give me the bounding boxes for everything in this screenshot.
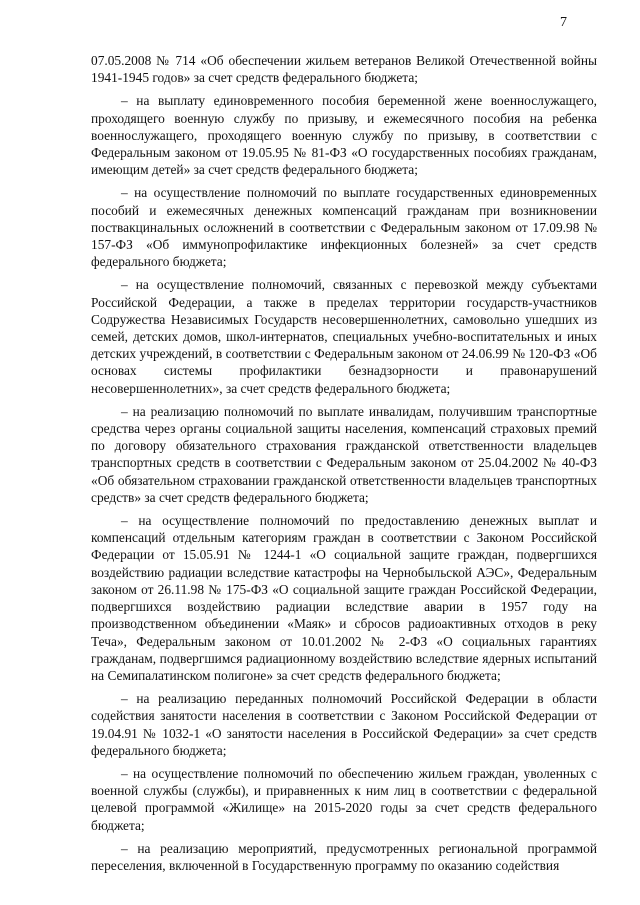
paragraph: – на выплату единовременного пособия беременной жене военнослужащего, проходящего военную службу по призыву, и ежемесячного пособия на ребенка военнослужащего, проходящего военную службу по призыву, в соответствии с Федеральным законом от 19.05.95 № 81-ФЗ «О государственных пособиях гражданам, имеющим детей» за счет средств федерального бюджета; bbox=[91, 93, 597, 178]
paragraph: – на осуществление полномочий по обеспечению жильем граждан, уволенных с военной службы (службы), и приравненных к ним лиц в соответствии с федеральной целевой программой «Жилище» на 2015-2020 годы за счет средств федерального бюджета; bbox=[91, 765, 597, 833]
paragraph: – на осуществление полномочий по выплате государственных единовременных пособий и ежемесячных денежных компенсаций гражданам при возникновении поствакцинальных осложнений в соответствии с Федеральным законом от 17.09.98 № 157-ФЗ «Об иммунопрофилактике инфекционных болезней» за счет средств федерального бюджета; bbox=[91, 185, 597, 270]
paragraph: – на реализацию мероприятий, предусмотренных региональной программой переселения, включенной в Государственную программу по оказанию содействия bbox=[91, 840, 597, 873]
page-number: 7 bbox=[560, 15, 567, 30]
document-body bbox=[91, 52, 597, 880]
paragraph: 07.05.2008 № 714 «Об обеспечении жильем ветеранов Великой Отечественной войны 1941-1945 годов» за счет средств федерального бюджета; bbox=[91, 53, 597, 86]
paragraph: – на осуществление полномочий по предоставлению денежных выплат и компенсаций отдельным категориям граждан в соответствии с Законом Российской Федерации от 15.05.91 № 1244-1 «О социальной защите граждан, подвергшихся воздействию радиации вследствие катастрофы на Чернобыльской АЭС», Федеральным законом от 26.11.98 № 175-ФЗ «О социальной защите граждан Российской Федерации, подвергшихся воздействию радиации вследствие аварии в 1957 году на производственном объединении «Маяк» и сбросов радиоактивных отходов в реку Теча», Федеральным законом от 10.01.2002 № 2-ФЗ «О социальных гарантиях гражданам, подвергшимся радиационному воздействию вследствие ядерных испытаний на Семипалатинском полигоне» за счет средств федерального бюджета; bbox=[91, 513, 597, 683]
paragraph: – на осуществление полномочий, связанных с перевозкой между субъектами Российской Федерации, а также в пределах территории государств-участников Содружества Независимых Государств несовершеннолетних, самовольно ушедших из семей, детских домов, школ-интернатов, специальных учебно-воспитательных и иных детских учреждений, в соответствии с Федеральным законом от 24.06.99 № 120-ФЗ «Об основах системы профилактики безнадзорности и правонарушений несовершеннолетних», за счет средств федерального бюджета; bbox=[91, 277, 597, 396]
paragraph: – на реализацию полномочий по выплате инвалидам, получившим транспортные средства через органы социальной защиты населения, компенсаций страховых премий по договору обязательного страхования гражданской ответственности владельцев транспортных средств в соответствии с Федеральным законом от 25.04.2002 № 40-ФЗ «Об обязательном страховании гражданской ответственности владельцев транспортных средств» за счет средств федерального бюджета; bbox=[91, 403, 597, 505]
paragraph: – на реализацию переданных полномочий Российской Федерации в области содействия занятости населения в соответствии с Законом Российской Федерации от 19.04.91 № 1032-1 «О занятости населения в Российской Федерации» за счет средств федерального бюджета; bbox=[91, 691, 597, 758]
